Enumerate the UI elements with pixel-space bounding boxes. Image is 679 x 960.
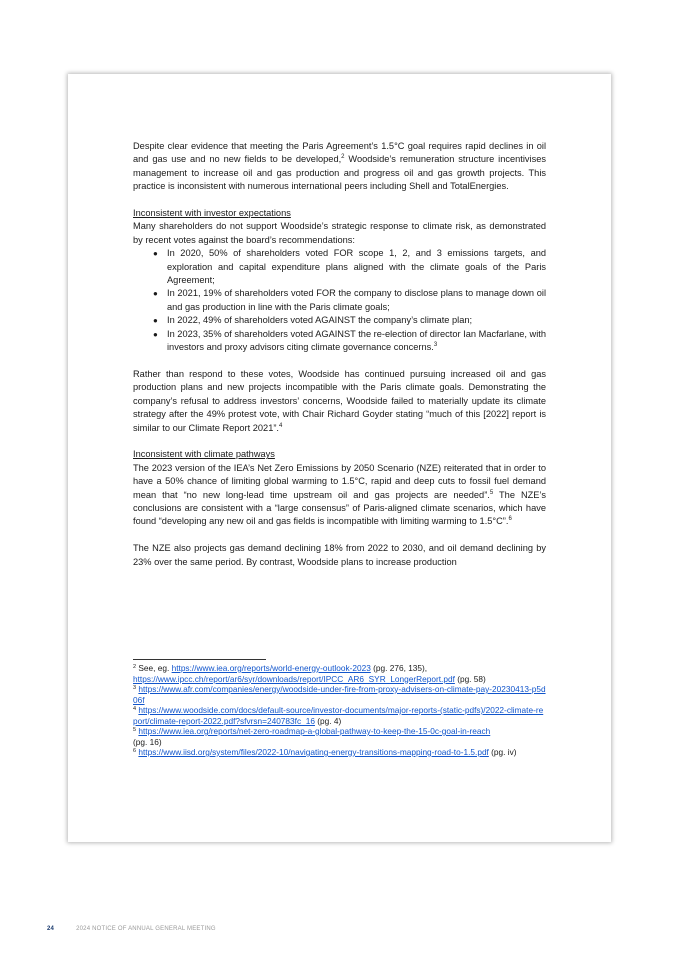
page-footer (47, 926, 216, 932)
footnote-ref-4[interactable]: 4 (279, 422, 283, 429)
footnote-ref-6[interactable]: 6 (508, 516, 512, 523)
footnote-ref-3[interactable]: 3 (433, 342, 438, 349)
list-item: ● In 2022, 49% of shareholders voted AGAINST the company’s climate plan; (155, 314, 546, 327)
footnote-3: $^3$ https://www.afr.com/companies/energy/woodside-under-fire-from-proxy-advisers-on-climate-pay-20230413-p5d06f (133, 684, 546, 705)
footnotes (133, 659, 546, 758)
paragraph-nze: The 2023 version of the IEA’s Net Zero Emissions by 2050 Scenario (NZE) reiterated that in order to have a 50% chance of limiting global warming to 1.5°C, rapid and deep cuts to fossil fuel demand mean that “no new long-lead time upstream oil and gas projects are needed”.$^5$ The NZE’s conclusions are consistent with a “large consensus” of Paris-aligned climate scenarios, which have found “developing any new oil and gas fields is incompatible with limiting warming to 1.5°C”.$^6$ (133, 462, 546, 527)
page-number: 24 (47, 926, 55, 932)
footer-title: 2024 NOTICE OF ANNUAL GENERAL MEETING (76, 926, 216, 932)
footnote-5: $^5$ https://www.iea.org/reports/net-zero-roadmap-a-global-pathway-to-keep-the-15-0c-goal-in-reach (pg. 16) (133, 726, 491, 747)
footnote-6: $^6$ https://www.iisd.org/system/files/2022-10/navigating-energy-transitions-mapping-road-to-1.5.pdf (pg. iv) (133, 747, 517, 757)
footnote-link[interactable]: https://www.afr.com/companies/energy/woodside-under-fire-from-proxy-advisers-on-climate-pay-20230413-p5d06f (133, 684, 546, 705)
paragraph-remuneration: Despite clear evidence that meeting the Paris Agreement’s 1.5°C goal requires rapid declines in oil and gas use and no new fields to be developed,$^2$ Woodside’s remuneration structure incentivises management to increase oil and gas production and progress oil and gas growth projects. This practice is inconsistent with numerous international peers including Shell and TotalEnergies. (133, 141, 546, 192)
heading-investor-expectations: Inconsistent with investor expectations (133, 208, 291, 219)
footnote-ref-5[interactable]: 5 (489, 489, 494, 496)
footnote-link[interactable]: https://www.iea.org/reports/world-energy-outlook-2023 (171, 663, 371, 673)
footnote-link[interactable]: https://www.woodside.com/docs/default-source/investor-documents/major-reports-(static-pdfs)/2022-climate-report/climate-report-2022.pdf?sfvrsn=240783fc_16 (133, 705, 544, 726)
footnote-2: $^2$ See, eg. https://www.iea.org/reports/world-energy-outlook-2023 (pg. 276, 135), https://www.ipcc.ch/report/ar6/syr/downloads/report/IPCC_AR6_SYR_LongerReport.pdf (pg. 58) (133, 663, 486, 684)
paragraph-demand-projection: The NZE also projects gas demand declining 18% from 2022 to 2030, and oil demand declining by 23% over the same period. By contrast, Woodside plans to increase production (133, 543, 546, 567)
paragraph-woodside-response: Rather than respond to these votes, Woodside has continued pursuing increased oil and gas production plans and new projects incompatible with the Paris climate goals. Demonstrating the company’s refusal to address investors’ concerns, Woodside failed to materially update its climate strategy after the 49% protest vote, with Chair Richard Goyder stating “much of this [2022] report is similar to our Climate Report 2021”.$^4$ (133, 368, 546, 433)
vote-history-list (133, 247, 546, 354)
heading-climate-pathways: Inconsistent with climate pathways (133, 449, 275, 460)
footnote-link[interactable]: https://www.iisd.org/system/files/2022-10/navigating-energy-transitions-mapping-road-to-1.5.pdf (138, 747, 489, 757)
document-page (68, 74, 611, 842)
footnote-link[interactable]: https://www.ipcc.ch/report/ar6/syr/downloads/report/IPCC_AR6_SYR_LongerReport.pdf (133, 673, 455, 684)
list-item: ● In 2023, 35% of shareholders voted AGAINST the re-election of director Ian Macfarlane, with investors and proxy advisors citing climate governance concerns.$^3$ (155, 328, 546, 355)
paragraph-shareholders: Many shareholders do not support Woodside’s strategic response to climate risk, as demonstrated by recent votes against the board’s recommendations: (133, 221, 546, 245)
list-item: ● In 2021, 19% of shareholders voted FOR the company to disclose plans to manage down oil and gas production in line with the Paris climate goals; (155, 287, 546, 314)
footnote-link[interactable]: https://www.iea.org/reports/net-zero-roadmap-a-global-pathway-to-keep-the-15-0c-goal-in-reach (138, 726, 491, 736)
footnote-4: $^4$ https://www.woodside.com/docs/default-source/investor-documents/major-reports-(static-pdfs)/2022-climate-report/climate-report-2022.pdf?sfvrsn=240783fc_16 (pg. 4) (133, 705, 544, 726)
page-body (133, 140, 546, 569)
list-item: ● In 2020, 50% of shareholders voted FOR scope 1, 2, and 3 emissions targets, and exploration and capital expenditure plans aligned with the climate goals of the Paris Agreement; (155, 247, 546, 287)
footnote-ref-2[interactable]: 2 (341, 154, 345, 161)
footnote-divider (133, 659, 266, 660)
